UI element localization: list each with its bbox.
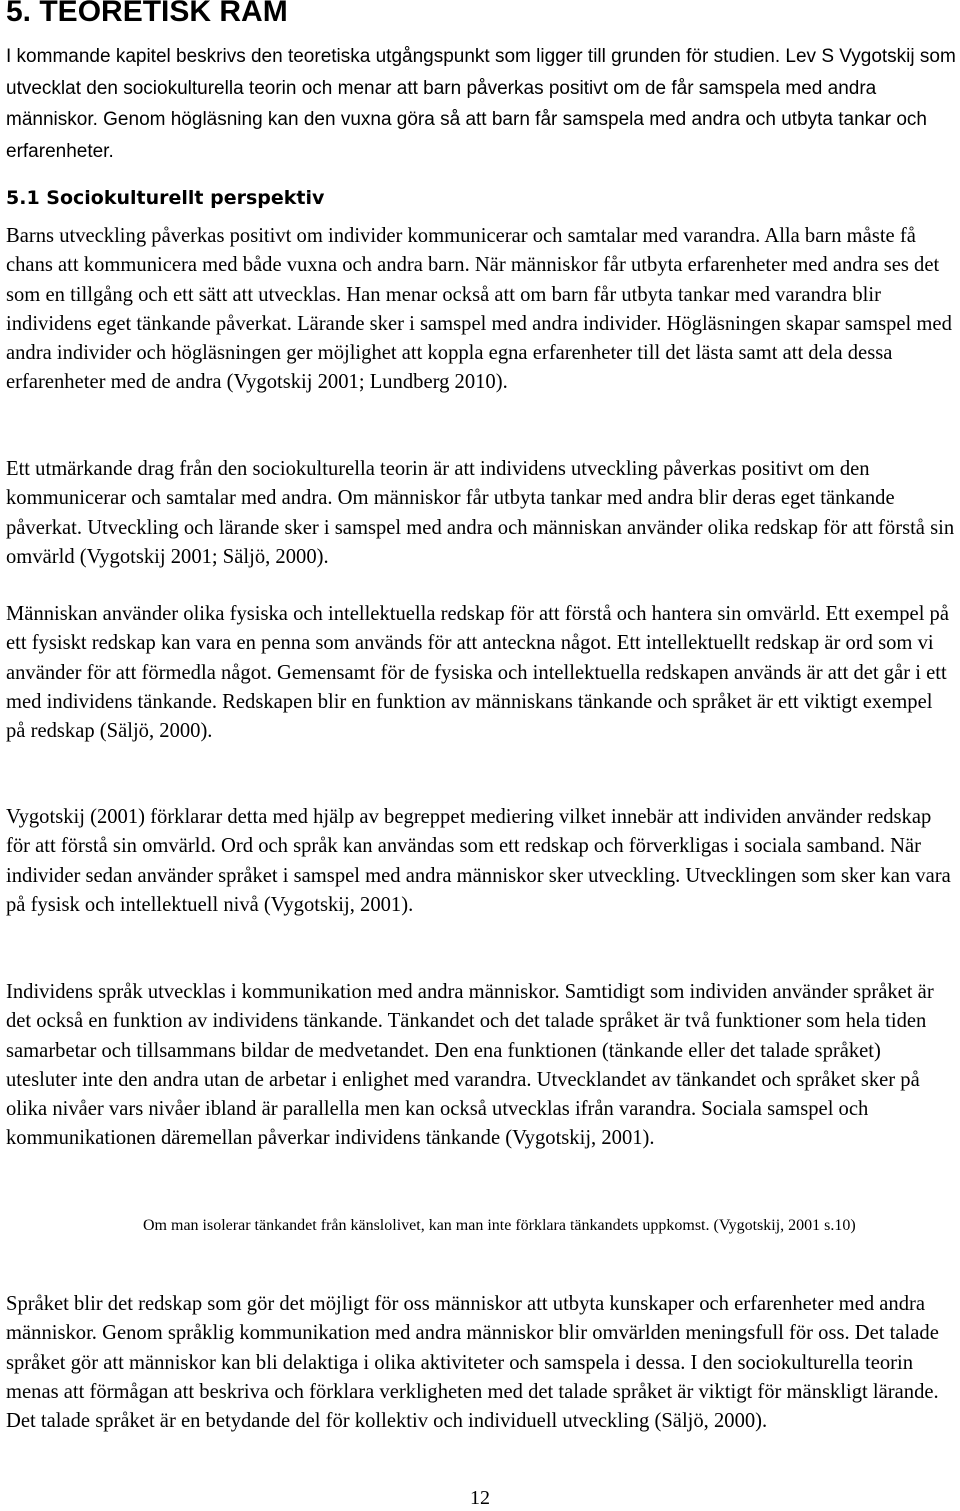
- section-heading: 5.1 Sociokulturellt perspektiv: [6, 187, 325, 209]
- body-paragraph: Vygotskij (2001) förklarar detta med hjälp av begreppet mediering vilket innebär att individen använder redskap för att förstå sin omvärld. Ord och språk kan användas som ett redskap och förverkligas i sociala samband. När individer sedan använder språket i samspel med andra människor sker utveckling. Utvecklingen som sker kan vara på fysisk och intellektuell nivå (Vygotskij, 2001).: [6, 806, 951, 916]
- body-paragraph: Barns utveckling påverkas positivt om individer kommunicerar och samtalar med varandra. Alla barn måste få chans att kommunicera med både vuxna och andra barn. När människor får utbyta erfarenheter med andra ses det som en tillgång och ett sätt att utvecklas. Han menar också att om barn får utbyta tankar med varandra blir individens eget tänkande påverkat. Lärande sker i samspel med andra individer. Högläsningen skapar samspel med andra individer och högläsningen ger möjlighet att koppla egna erfarenheter till det lästa samt att dela dessa erfarenheter med de andra (Vygotskij 2001; Lundberg 2010).: [6, 225, 952, 394]
- closing-paragraph: Språket blir det redskap som gör det möjligt för oss människor att utbyta kunskaper och erfarenheter med andra människor. Genom språklig kommunikation med andra människor blir omvärlden meningsfull för oss. Det talade språket gör att människor kan bli delaktiga i olika aktiviteter och samspela i dessa. I den sociokulturella teorin menas att förmågan att beskriva och förklara verkligheten med det talade språket är viktigt för mänskligt lärande. Det talade språket är en betydande del för kollektiv och individuell utveckling (Säljö, 2000).: [6, 1293, 939, 1433]
- body-paragraph: Ett utmärkande drag från den sociokulturella teorin är att individens utveckling påverkas positivt om den kommunicerar och samtalar med andra. Om människor får utbyta tankar med andra blir deras eget tänkande påverkat. Utveckling och lärande sker i samspel med andra och människan använder olika redskap för att förstå sin omvärld (Vygotskij 2001; Säljö, 2000).: [6, 458, 955, 568]
- page-number: 12: [470, 1487, 490, 1509]
- block-quote: Om man isolerar tänkandet från känslolivet, kan man inte förklara tänkandets uppkomst. (Vygotskij, 2001 s.10): [143, 1217, 856, 1234]
- intro-paragraph: I kommande kapitel beskrivs den teoretiska utgångspunkt som ligger till grunden för studien. Lev S Vygotskij som utvecklat den sociokulturella teorin och menar att barn påverkas positivt om de får samspela med andra människor. Genom högläsning kan den vuxna göra så att barn får samspela med andra och utbyta tankar och erfarenheter.: [6, 46, 956, 163]
- chapter-heading: 5. TEORETISK RAM: [6, 0, 288, 28]
- body-paragraph: Individens språk utvecklas i kommunikation med andra människor. Samtidigt som individen använder språket är det också en funktion av individens tänkande. Tänkandet och det talade språket är två funktioner som hela tiden samarbetar och tillsammans bildar de medvetandet. Den ena funktionen (tänkande eller det talade språket) utesluter inte den andra utan de arbetar i enlighet med varandra. Utvecklandet av tänkandet och språket sker på olika nivåer vars nivåer ibland är parallella men kan också utvecklas ifrån varandra. Sociala samspel och kommunikationen däremellan påverkar individens tänkande (Vygotskij, 2001).: [6, 981, 934, 1150]
- body-paragraph: Människan använder olika fysiska och intellektuella redskap för att förstå och hantera sin omvärld. Ett exempel på ett fysiskt redskap kan vara en penna som används för att anteckna något. Ett intellektuellt redskap är ord som vi använder för att förmedla något. Gemensamt för de fysiska och intellektuella redskapen används är att det går i ett med individens tänkande. Redskapen blir en funktion av människans tänkande och språket är ett viktigt exempel på redskap (Säljö, 2000).: [6, 603, 949, 743]
